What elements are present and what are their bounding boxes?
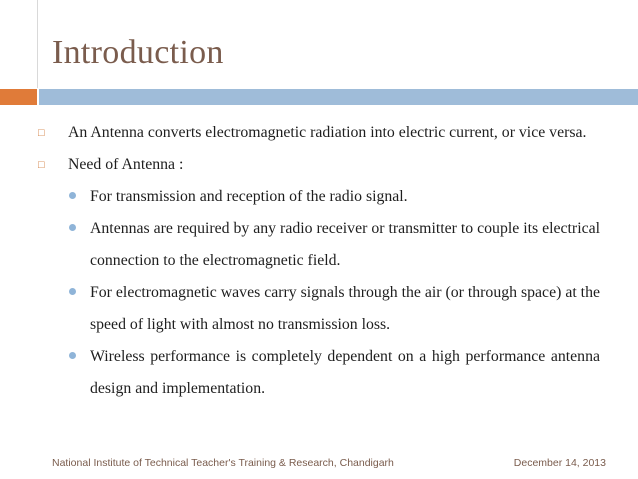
square-bullet-icon: □ bbox=[38, 159, 45, 171]
accent-bar-orange bbox=[0, 89, 37, 105]
sub-bullet-item bbox=[38, 213, 600, 277]
footer-date: December 14, 2013 bbox=[513, 457, 606, 469]
sub-bullet-item bbox=[38, 341, 600, 405]
sub-bullet-text: Antennas are required by any radio receiver or transmitter to couple its electrical connection to the electromagnetic field. bbox=[90, 220, 600, 269]
sub-bullet-item bbox=[38, 181, 600, 213]
dot-bullet-icon bbox=[69, 352, 76, 359]
slide-left-border bbox=[37, 0, 38, 88]
bullet-text: Need of Antenna : bbox=[68, 156, 184, 173]
bullet-item bbox=[38, 149, 600, 181]
slide-title: Introduction bbox=[52, 34, 224, 71]
accent-bar-blue bbox=[39, 89, 638, 105]
square-bullet-icon: □ bbox=[38, 127, 45, 139]
footer-institute: National Institute of Technical Teacher's Training & Research, Chandigarh bbox=[52, 457, 394, 469]
sub-bullet-text: For electromagnetic waves carry signals through the air (or through space) at the speed of light with almost no transmission loss. bbox=[90, 284, 600, 333]
dot-bullet-icon bbox=[69, 224, 76, 231]
slide-content bbox=[38, 117, 600, 405]
bullet-text: An Antenna converts electromagnetic radiation into electric current, or vice versa. bbox=[68, 124, 587, 141]
sub-bullet-text: Wireless performance is completely dependent on a high performance antenna design and implementation. bbox=[90, 348, 600, 397]
sub-bullet-item bbox=[38, 277, 600, 341]
sub-bullet-text: For transmission and reception of the radio signal. bbox=[90, 188, 408, 205]
bullet-item bbox=[38, 117, 600, 149]
dot-bullet-icon bbox=[69, 192, 76, 199]
dot-bullet-icon bbox=[69, 288, 76, 295]
